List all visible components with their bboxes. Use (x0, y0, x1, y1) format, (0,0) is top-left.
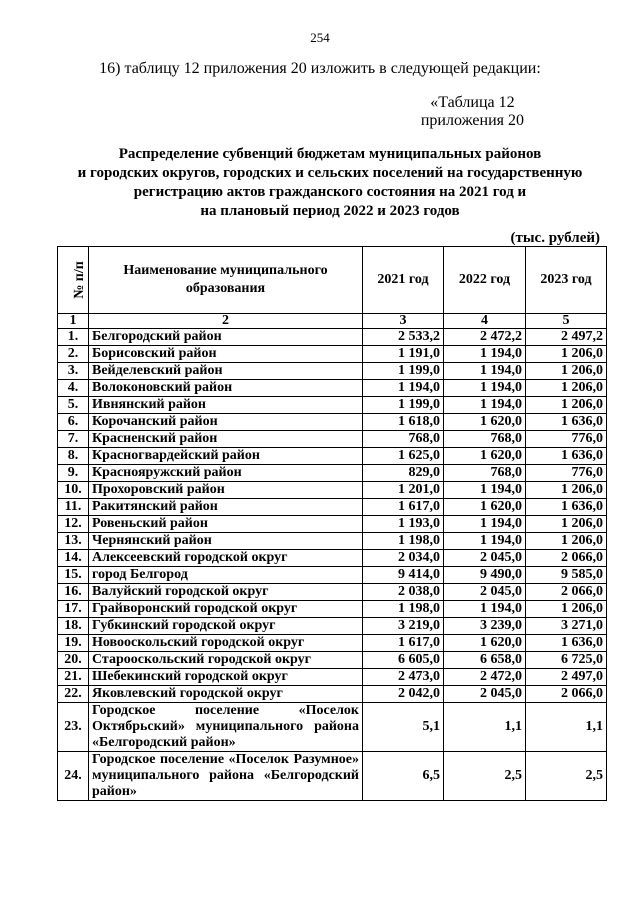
value-2021: 1 618,0 (363, 414, 444, 431)
row-number: 22. (58, 686, 89, 703)
table-row (58, 584, 607, 601)
value-2021: 1 198,0 (363, 533, 444, 550)
value-2023: 1 206,0 (526, 397, 607, 414)
title-line: регистрацию актов гражданского состояния на 2021 год и (133, 184, 527, 200)
value-2021: 5,1 (363, 703, 444, 752)
value-2022: 1 194,0 (444, 516, 526, 533)
title-line: на плановый период 2022 и 2023 годов (200, 203, 460, 219)
row-name: Городское поселение «Поселок Разумное» муниципального района «Белгородский район» (89, 752, 363, 801)
value-2023: 1 206,0 (526, 346, 607, 363)
value-2022: 2 045,0 (444, 584, 526, 601)
value-2022: 1 194,0 (444, 533, 526, 550)
value-2023: 2 497,0 (526, 669, 607, 686)
row-number: 21. (58, 669, 89, 686)
value-2022: 1 194,0 (444, 380, 526, 397)
row-number: 24. (58, 752, 89, 801)
table-row (58, 686, 607, 703)
row-number: 4. (58, 380, 89, 397)
value-2021: 1 617,0 (363, 499, 444, 516)
header-2023: 2023 год (526, 247, 607, 314)
value-2023: 2 497,2 (526, 329, 607, 346)
value-2023: 1 636,0 (526, 635, 607, 652)
subsidy-table (57, 246, 607, 801)
row-number: 7. (58, 431, 89, 448)
value-2022: 2 472,0 (444, 669, 526, 686)
row-number: 20. (58, 652, 89, 669)
row-number: 9. (58, 465, 89, 482)
table-row (58, 703, 607, 752)
row-name: Ракитянский район (89, 499, 363, 516)
table-row (58, 346, 607, 363)
value-2021: 1 617,0 (363, 635, 444, 652)
value-2023: 2 066,0 (526, 550, 607, 567)
value-2022: 2,5 (444, 752, 526, 801)
value-2023: 6 725,0 (526, 652, 607, 669)
header-2022: 2022 год (444, 247, 526, 314)
value-2022: 1 194,0 (444, 601, 526, 618)
row-name: Чернянский район (89, 533, 363, 550)
table-row (58, 533, 607, 550)
row-number: 17. (58, 601, 89, 618)
table-row (58, 431, 607, 448)
column-index: 5 (526, 314, 607, 329)
row-number: 19. (58, 635, 89, 652)
value-2022: 1 620,0 (444, 448, 526, 465)
value-2023: 1 206,0 (526, 516, 607, 533)
document-title (60, 145, 600, 221)
table-row (58, 652, 607, 669)
intro-text: 16) таблицу 12 приложения 20 изложить в следующей редакции: (99, 60, 541, 77)
value-2022: 768,0 (444, 465, 526, 482)
value-2022: 2 472,2 (444, 329, 526, 346)
column-index: 4 (444, 314, 526, 329)
row-number: 5. (58, 397, 89, 414)
value-2021: 1 194,0 (363, 380, 444, 397)
value-2023: 9 585,0 (526, 567, 607, 584)
value-2022: 3 239,0 (444, 618, 526, 635)
row-name: Борисовский район (89, 346, 363, 363)
value-2023: 1 206,0 (526, 380, 607, 397)
value-2023: 2,5 (526, 752, 607, 801)
title-line: Распределение субвенций бюджетам муниципальных районов (118, 146, 542, 162)
value-2022: 1 194,0 (444, 363, 526, 380)
value-2021: 2 038,0 (363, 584, 444, 601)
value-2022: 1 620,0 (444, 635, 526, 652)
value-2021: 1 199,0 (363, 363, 444, 380)
row-number: 10. (58, 482, 89, 499)
table-label (421, 94, 524, 130)
row-number: 15. (58, 567, 89, 584)
row-name: Краснояружский район (89, 465, 363, 482)
value-2023: 1 636,0 (526, 499, 607, 516)
table-row (58, 363, 607, 380)
table-row (58, 635, 607, 652)
row-name: Старооскольский городской округ (89, 652, 363, 669)
value-2021: 3 219,0 (363, 618, 444, 635)
row-name: Красногвардейский район (89, 448, 363, 465)
value-2022: 1,1 (444, 703, 526, 752)
row-name: Ровеньский район (89, 516, 363, 533)
table-row (58, 550, 607, 567)
row-name: Красненский район (89, 431, 363, 448)
column-index: 3 (363, 314, 444, 329)
header-2021: 2021 год (363, 247, 444, 314)
row-name: город Белгород (89, 567, 363, 584)
table-row (58, 465, 607, 482)
row-name: Грайворонский городской округ (89, 601, 363, 618)
value-2023: 2 066,0 (526, 686, 607, 703)
table-row (58, 752, 607, 801)
table-row (58, 567, 607, 584)
row-number: 16. (58, 584, 89, 601)
row-name: Новооскольский городской округ (89, 635, 363, 652)
row-number: 12. (58, 516, 89, 533)
value-2021: 829,0 (363, 465, 444, 482)
value-2021: 6 605,0 (363, 652, 444, 669)
value-2022: 1 194,0 (444, 397, 526, 414)
row-name: Белгородский район (89, 329, 363, 346)
table-row (58, 618, 607, 635)
value-2023: 776,0 (526, 465, 607, 482)
column-index-row (58, 314, 607, 329)
value-2023: 1 206,0 (526, 533, 607, 550)
title-line: и городских округов, городских и сельских поселений на государственную (77, 165, 583, 181)
value-2021: 2 533,2 (363, 329, 444, 346)
value-2021: 1 198,0 (363, 601, 444, 618)
row-number: 11. (58, 499, 89, 516)
value-2022: 1 194,0 (444, 346, 526, 363)
row-number: 3. (58, 363, 89, 380)
row-name: Волоконовский район (89, 380, 363, 397)
column-index: 2 (89, 314, 363, 329)
table-label-line1: «Таблица 12 (430, 94, 515, 111)
table-row (58, 380, 607, 397)
value-2022: 2 045,0 (444, 550, 526, 567)
value-2023: 1,1 (526, 703, 607, 752)
table-row (58, 448, 607, 465)
table-row (58, 329, 607, 346)
value-2021: 1 199,0 (363, 397, 444, 414)
value-2021: 2 034,0 (363, 550, 444, 567)
row-number: 14. (58, 550, 89, 567)
row-name: Губкинский городской округ (89, 618, 363, 635)
row-number: 6. (58, 414, 89, 431)
row-number: 1. (58, 329, 89, 346)
row-name: Шебекинский городской округ (89, 669, 363, 686)
value-2021: 768,0 (363, 431, 444, 448)
value-2021: 1 191,0 (363, 346, 444, 363)
row-name: Корочанский район (89, 414, 363, 431)
row-name: Вейделевский район (89, 363, 363, 380)
value-2022: 1 620,0 (444, 414, 526, 431)
table-row (58, 482, 607, 499)
row-name: Ивнянский район (89, 397, 363, 414)
row-name: Прохоровский район (89, 482, 363, 499)
page-number: 254 (310, 30, 330, 45)
value-2022: 1 194,0 (444, 482, 526, 499)
value-2022: 768,0 (444, 431, 526, 448)
row-name: Валуйский городской округ (89, 584, 363, 601)
value-2021: 1 201,0 (363, 482, 444, 499)
value-2022: 1 620,0 (444, 499, 526, 516)
table-row (58, 669, 607, 686)
table-row (58, 601, 607, 618)
units-label: (тыс. рублей) (510, 230, 600, 246)
value-2023: 1 206,0 (526, 601, 607, 618)
value-2023: 3 271,0 (526, 618, 607, 635)
column-index: 1 (58, 314, 89, 329)
value-2023: 776,0 (526, 431, 607, 448)
table-row (58, 516, 607, 533)
table-header-row (58, 247, 607, 314)
value-2023: 1 206,0 (526, 363, 607, 380)
value-2021: 2 473,0 (363, 669, 444, 686)
header-num: № п/п (58, 247, 89, 314)
row-number: 18. (58, 618, 89, 635)
value-2022: 9 490,0 (444, 567, 526, 584)
table-label-line2: приложения 20 (420, 112, 524, 129)
value-2023: 1 636,0 (526, 414, 607, 431)
row-number: 23. (58, 703, 89, 752)
value-2021: 2 042,0 (363, 686, 444, 703)
row-number: 8. (58, 448, 89, 465)
row-name: Алексеевский городской округ (89, 550, 363, 567)
row-number: 2. (58, 346, 89, 363)
row-name: Яковлевский городской округ (89, 686, 363, 703)
value-2023: 2 066,0 (526, 584, 607, 601)
header-name: Наименование муниципального образования (89, 247, 363, 314)
value-2021: 9 414,0 (363, 567, 444, 584)
row-name: Городское поселение «Поселок Октябрьский» муниципального района «Белгородский район» (89, 703, 363, 752)
table-row (58, 414, 607, 431)
value-2023: 1 206,0 (526, 482, 607, 499)
table-row (58, 499, 607, 516)
value-2022: 2 045,0 (444, 686, 526, 703)
value-2021: 6,5 (363, 752, 444, 801)
table-row (58, 397, 607, 414)
value-2022: 6 658,0 (444, 652, 526, 669)
row-number: 13. (58, 533, 89, 550)
value-2021: 1 193,0 (363, 516, 444, 533)
value-2023: 1 636,0 (526, 448, 607, 465)
value-2021: 1 625,0 (363, 448, 444, 465)
